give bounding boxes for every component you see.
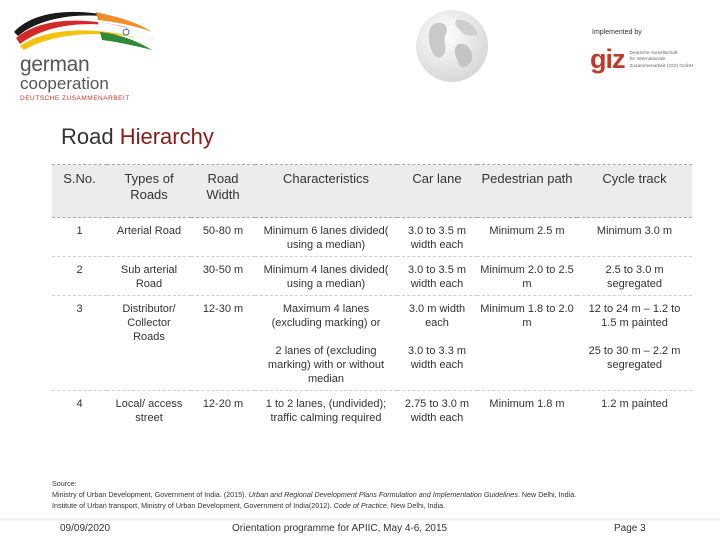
header-pedestrian-path: Pedestrian path: [477, 165, 577, 218]
globe-icon: [412, 6, 492, 86]
flag-swoosh-icon: [12, 6, 162, 56]
cell-characteristics: Minimum 6 lanes divided( using a median): [255, 218, 397, 257]
cell-width: 30-50 m: [191, 257, 255, 296]
cell-sno: 4: [76, 398, 83, 410]
footer-page-number: Page 3: [614, 523, 646, 534]
header-types-of-roads: Types of Roads: [107, 165, 191, 218]
cell-pedestrian: Minimum 2.0 to 2.5 m: [477, 257, 577, 296]
road-hierarchy-table: [52, 164, 692, 429]
cell-width: 12-30 m: [191, 296, 255, 391]
cell-pedestrian: Minimum 1.8 to 2.0 m: [477, 296, 577, 391]
cell-characteristics-a: Maximum 4 lanes (excluding marking) or: [271, 303, 381, 329]
source-citation: [52, 478, 702, 511]
giz-sub-line-1: Deutsche Gesellschaft: [629, 51, 678, 56]
title-part-hierarchy: Hierarchy: [119, 124, 214, 149]
cell-cycle-b: 25 to 30 m – 2.2 m segregated: [588, 345, 681, 371]
logo-deutsche-text: DEUTSCHE ZUSAMMENARBEIT: [20, 95, 130, 102]
table-row: [52, 296, 692, 391]
cell-characteristics: [255, 296, 397, 391]
cell-characteristics: 1 to 2 lanes, (undivided); traffic calming required: [265, 398, 387, 424]
logo-wordmark: [20, 54, 130, 103]
cell-sno: 3: [52, 296, 107, 391]
cell-car-lane: 2.75 to 3.0 m width each: [404, 398, 470, 424]
footer-divider: [0, 518, 720, 522]
cell-car-lane-b: 3.0 to 3.3 m width each: [407, 345, 467, 371]
giz-logo: [590, 46, 693, 74]
cell-car-lane: 3.0 to 3.5 m width each: [397, 257, 477, 296]
giz-subtitle: [630, 51, 694, 70]
footer-date: 09/09/2020: [60, 523, 111, 534]
title-part-road: Road: [61, 124, 114, 149]
cell-type: Local/ access street: [115, 398, 183, 424]
cell-cycle: Minimum 3.0 m: [577, 218, 692, 257]
cell-pedestrian: Minimum 2.5 m: [477, 218, 577, 257]
giz-wordmark: giz: [590, 44, 625, 74]
giz-sub-line-2: für Internationale: [629, 57, 666, 63]
header-cycle-track: Cycle track: [577, 165, 692, 218]
cell-cycle-a: 12 to 24 m – 1.2 to 1.5 m painted: [588, 303, 681, 329]
cell-car-lane: [397, 296, 477, 391]
table-row: [52, 257, 692, 296]
cell-car-lane: 3.0 to 3.5 m width each: [397, 218, 477, 257]
cell-car-lane-a: 3.0 m width each: [408, 303, 466, 329]
cell-sno: 2: [52, 257, 107, 296]
cell-width: 50-80 m: [191, 218, 255, 257]
cell-pedestrian: Minimum 1.8 m: [489, 398, 565, 410]
table-row: [52, 391, 692, 430]
header-car-lane: Car lane: [397, 165, 477, 218]
cell-type: Sub arterial Road: [107, 257, 191, 296]
cell-cycle: 1.2 m painted: [601, 398, 668, 410]
logo-cooperation-text: cooperation: [20, 74, 109, 93]
footer-event: Orientation programme for APIIC, May 4-6, 2015: [232, 523, 448, 534]
german-cooperation-logo: [12, 6, 162, 102]
header-sno: S.No.: [52, 165, 107, 218]
slide-title: [61, 124, 214, 150]
giz-sub-line-3: Zusammenarbeit (GIZ) GmbH: [629, 63, 694, 69]
cell-characteristics-b: 2 lanes of (excluding marking) with or without median: [267, 345, 385, 385]
table-header-row: [52, 165, 692, 218]
cell-width: 12-20 m: [202, 398, 244, 410]
source-line-2: Institute of Urban transport, Ministry of Urban Development, Government of India(2012). Code of Practice. New Delhi, India.: [52, 501, 446, 510]
cell-cycle: 2.5 to 3.0 m segregated: [577, 257, 692, 296]
cell-sno: 1: [52, 218, 107, 257]
header-characteristics: Characteristics: [255, 165, 397, 218]
logo-german-text: german: [20, 53, 90, 76]
source-line-1: Ministry of Urban Development, Government of India. (2015). Urban and Regional Development Plans Formulation and Implementation Guidelines. New Delhi, India.: [52, 490, 577, 499]
table-row: [52, 218, 692, 257]
source-label: Source:: [52, 479, 77, 488]
header-road-width: Road Width: [191, 165, 255, 218]
implemented-by-label: Implemented by: [592, 29, 642, 36]
cell-cycle: [577, 296, 692, 391]
cell-type: Distributor/ Collector Roads: [107, 296, 191, 391]
cell-type: Arterial Road: [107, 218, 191, 257]
cell-characteristics: Minimum 4 lanes divided( using a median): [255, 257, 397, 296]
